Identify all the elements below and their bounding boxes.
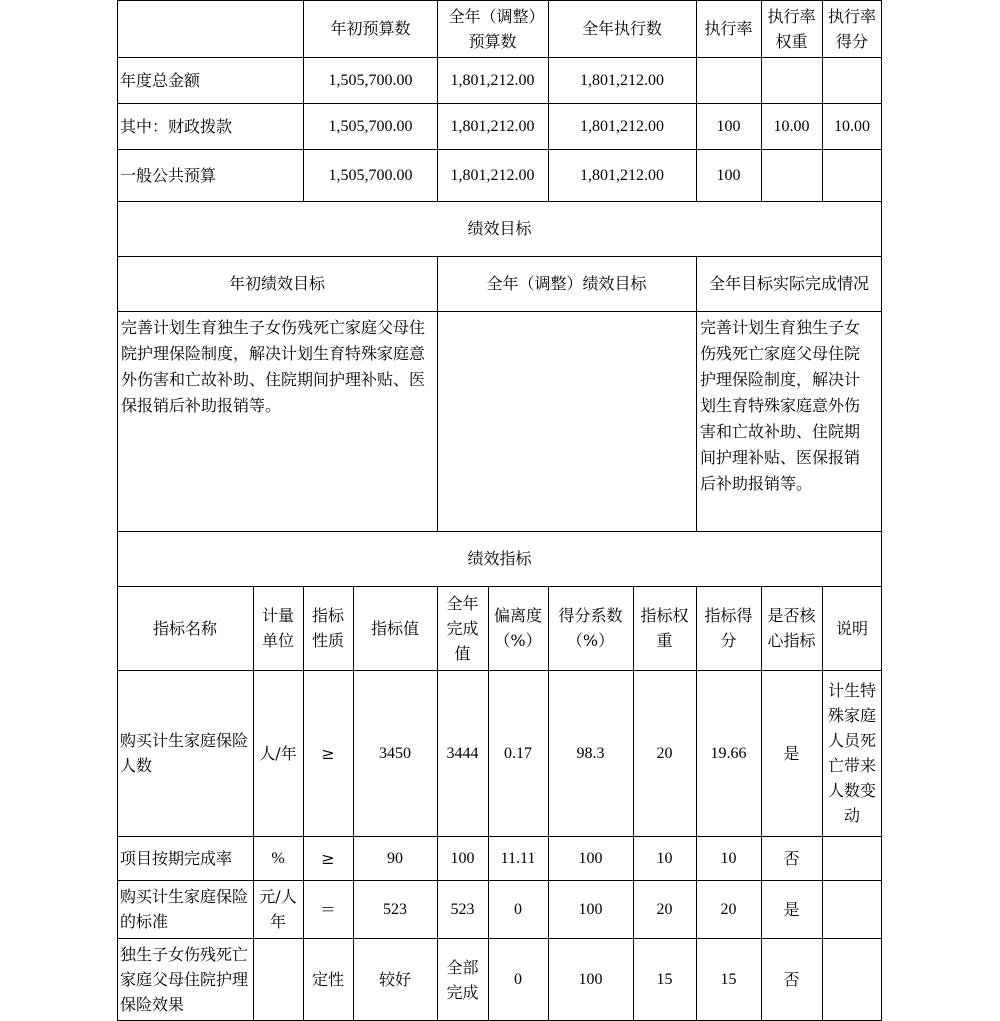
budget-row-score xyxy=(822,149,882,201)
budget-header-weight: 执行率权重 xyxy=(767,6,816,51)
budget-row-label: 年度总金额 xyxy=(120,70,201,90)
budget-row-executed: 1,801,212.00 xyxy=(580,117,664,135)
grid-line xyxy=(696,586,697,1021)
ind-row-coef: 100 xyxy=(578,971,603,988)
budget-row-weight xyxy=(761,57,822,103)
grid-line xyxy=(437,0,438,201)
ind-row-nature: ≥ xyxy=(321,743,335,763)
budget-row-rate xyxy=(696,57,761,103)
ind-row-note xyxy=(822,836,882,880)
grid-line xyxy=(117,531,882,532)
ind-header-nature: 指标性质 xyxy=(311,606,344,650)
budget-row-rate: 100 xyxy=(716,117,741,135)
ind-header-name: 指标名称 xyxy=(152,618,217,638)
ind-row-score: 10 xyxy=(720,849,737,867)
ind-row-weight: 20 xyxy=(656,900,673,918)
ind-row-unit: % xyxy=(271,849,285,867)
goals-adjusted-text xyxy=(437,311,696,531)
budget-row-score: 10.00 xyxy=(834,117,870,135)
ind-row-actual: 523 xyxy=(450,900,475,918)
ind-row-unit: 人/年 xyxy=(259,743,297,763)
grid-line xyxy=(761,0,762,201)
ind-header-score: 指标得分 xyxy=(704,606,753,650)
grid-line xyxy=(822,586,823,1021)
ind-row-name: 购买计生家庭保险的标准 xyxy=(120,887,249,931)
grid-line xyxy=(303,0,304,201)
ind-row-deviation: 11.11 xyxy=(500,849,536,867)
budget-header-executed: 全年执行数 xyxy=(581,19,662,38)
grid-line xyxy=(117,149,882,150)
ind-row-target: 523 xyxy=(383,900,407,918)
ind-row-score: 20 xyxy=(720,900,737,918)
goals-header-adjusted: 全年（调整）绩效目标 xyxy=(486,274,647,293)
ind-row-core: 否 xyxy=(783,848,800,868)
grid-line xyxy=(881,0,882,1021)
grid-line xyxy=(117,256,882,257)
ind-row-score: 15 xyxy=(720,971,737,988)
ind-row-note: 计生特殊家庭人员死亡带来人数变动 xyxy=(827,681,876,825)
budget-row-label: 其中：财政拨款 xyxy=(120,116,233,136)
grid-line xyxy=(117,201,882,202)
ind-row-score: 19.66 xyxy=(710,744,747,762)
ind-row-nature: ≥ xyxy=(321,848,335,868)
ind-row-note xyxy=(822,938,882,1021)
grid-line xyxy=(353,586,354,1021)
ind-row-target: 3450 xyxy=(379,744,411,762)
goals-header-actual: 全年目标实际完成情况 xyxy=(708,274,869,293)
grid-line xyxy=(488,586,489,1021)
grid-line xyxy=(303,586,304,1021)
ind-row-core: 是 xyxy=(783,899,800,919)
ind-header-core: 是否核心指标 xyxy=(767,606,816,650)
ind-row-deviation: 0 xyxy=(514,971,522,988)
ind-row-coef: 98.3 xyxy=(576,744,605,762)
grid-line xyxy=(117,103,882,104)
ind-row-unit xyxy=(253,938,303,1021)
ind-header-coef: 得分系数（%） xyxy=(558,606,623,650)
grid-line xyxy=(437,256,438,531)
ind-row-nature: 定性 xyxy=(311,970,344,989)
goals-header-initial: 年初绩效目标 xyxy=(228,274,325,293)
grid-line xyxy=(117,311,882,312)
budget-row-score xyxy=(822,57,882,103)
budget-row-initial: 1,505,700.00 xyxy=(328,166,413,184)
grid-line xyxy=(822,0,823,201)
grid-line xyxy=(548,586,549,1021)
budget-row-adjusted: 1,801,212.00 xyxy=(450,71,535,89)
ind-row-actual: 100 xyxy=(450,849,475,867)
ind-header-unit: 计量单位 xyxy=(261,606,294,650)
ind-row-name: 购买计生家庭保险人数 xyxy=(120,731,249,775)
ind-row-unit: 元/人年 xyxy=(259,887,297,931)
ind-row-target: 90 xyxy=(387,849,403,867)
grid-line xyxy=(437,586,438,1021)
budget-row-adjusted: 1,801,212.00 xyxy=(450,117,535,135)
grid-line xyxy=(696,0,697,201)
ind-row-name: 独生子女伤残死亡家庭父母住院护理保险效果 xyxy=(120,945,249,1014)
ind-header-actual: 全年完成值 xyxy=(446,593,479,663)
ind-row-coef: 100 xyxy=(578,849,603,867)
ind-row-weight: 15 xyxy=(656,971,673,988)
ind-row-core: 否 xyxy=(783,970,800,989)
goals-section-title: 绩效目标 xyxy=(467,219,532,238)
grid-line xyxy=(761,586,762,1021)
grid-line xyxy=(253,586,254,1021)
budget-header-score: 执行率得分 xyxy=(827,6,876,51)
ind-header-note: 说明 xyxy=(835,618,868,638)
ind-header-target: 指标值 xyxy=(370,618,419,638)
budget-row-weight xyxy=(761,149,822,201)
ind-row-name: 项目按期完成率 xyxy=(120,848,233,868)
grid-line xyxy=(117,57,882,58)
grid-line xyxy=(117,836,882,837)
grid-line xyxy=(117,670,882,671)
ind-row-weight: 20 xyxy=(656,744,673,762)
budget-row-label: 一般公共预算 xyxy=(120,165,217,185)
grid-line xyxy=(696,256,697,531)
budget-row-initial: 1,505,700.00 xyxy=(328,71,413,89)
budget-row-executed: 1,801,212.00 xyxy=(580,71,664,89)
ind-row-weight: 10 xyxy=(656,849,673,867)
ind-row-actual: 3444 xyxy=(446,744,479,762)
grid-line xyxy=(633,586,634,1021)
grid-line xyxy=(117,880,882,881)
ind-row-deviation: 0.17 xyxy=(504,744,532,762)
budget-header-adjusted: 全年（调整）预算数 xyxy=(448,6,537,51)
budget-header-initial: 年初预算数 xyxy=(330,19,411,38)
ind-row-coef: 100 xyxy=(578,900,603,918)
budget-row-adjusted: 1,801,212.00 xyxy=(450,166,535,184)
ind-row-target: 较好 xyxy=(378,970,411,989)
budget-row-rate: 100 xyxy=(716,166,741,184)
ind-header-weight: 指标权重 xyxy=(640,606,689,650)
budget-row-weight: 10.00 xyxy=(773,117,810,135)
ind-row-actual: 全部完成 xyxy=(446,957,479,1002)
ind-row-note xyxy=(822,880,882,938)
goals-initial-text: 完善计划生育独生子女伤残死亡家庭父母住院护理保险制度，解决计划生育特殊家庭意外伤害和亡故补助、住院期间护理补贴、医保报销后补助报销等。 xyxy=(121,318,426,415)
grid-line xyxy=(548,0,549,201)
budget-header-rate: 执行率 xyxy=(704,19,753,38)
grid-line xyxy=(117,0,882,1)
budget-row-initial: 1,505,700.00 xyxy=(328,117,413,135)
grid-line xyxy=(117,586,882,587)
grid-line xyxy=(117,0,118,1021)
budget-row-executed: 1,801,212.00 xyxy=(580,166,664,184)
ind-row-core: 是 xyxy=(783,743,800,763)
goals-actual-text: 完善计划生育独生子女伤残死亡家庭父母住院护理保险制度，解决计划生育特殊家庭意外伤害和亡故补助、住院期间护理补贴、医保报销后补助报销等。 xyxy=(700,318,861,493)
ind-header-deviation: 偏离度（%） xyxy=(493,606,542,650)
indicators-section-title: 绩效指标 xyxy=(467,549,532,568)
ind-row-deviation: 0 xyxy=(514,900,522,918)
ind-row-nature: ＝ xyxy=(319,899,336,919)
grid-line xyxy=(117,938,882,939)
